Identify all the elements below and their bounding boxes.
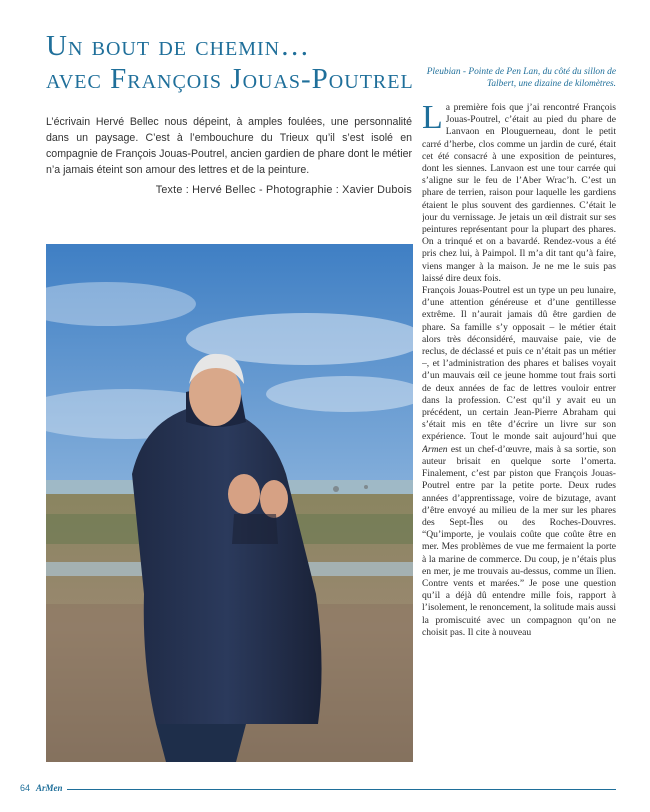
page-number: 64 (20, 783, 31, 793)
drop-cap: L (422, 102, 443, 136)
title-line-2: avec François Jouas-Poutrel (46, 63, 414, 95)
photo-caption: Pleubian - Pointe de Pen Lan, du côté du sillon de Talbert, une dizaine de kilomètres. (426, 67, 616, 89)
article-title (46, 30, 436, 96)
article-paragraph-1 (422, 102, 616, 285)
book-title: Armen (422, 443, 448, 455)
title-line-1: Un bout de chemin… (46, 30, 311, 62)
paragraph-1-text: a première fois que j’ai rencontré François Jouas-Poutrel, c’était au pied du phare de Lanvaon en Plouguerneau, dont le petit carré d’herbe, clos comme un jardin de curé, était cet été consacré à une exposition de peintures, dont les siennes. Lanvaon est une tour carrée qui s’aligne sur le feu de l’Aber Wrac’h. C’est un phare de terrien, raison pour laquelle les gardiens étaient le plus souvent des gardiennes. C’était le jour du vernissage. Je jetais un œil distrait sur ses peintures représentant pour la plupart des phares. On a trinqué et on a bavardé. Rendez-vous a été pris chez lui, à Paimpol. Il m’a dit tant qu’à faire, viens manger à la maison. Je ne me le suis pas laissé dire deux fois. (422, 102, 616, 284)
article-credit: Texte : Hervé Bellec - Photographie : Xavier Dubois (155, 184, 412, 196)
article-paragraph-2 (422, 285, 616, 639)
paragraph-2-text: François Jouas-Poutrel est un type un peu lunaire, d’une attention généreuse et d’une gentillesse extrême. Il n’aurait jamais dû être gardien de phare. Sa famille s’y opposait – le métier était alors très déconsidéré, mauvaise paie, vie de reclus, de déclassé et puis ce n’était pas un métier –, et l’administration des phares et balises voyait d’un mauvais œil ce jeune homme tout frais sorti de deux années de fac de lettres vouloir entrer dans la profession. C’est qu’il y avait eu un précédent, un certain Jean-Pierre Abraham qui s’était mis en tête d’écrire un livre sur son expérience. Tout le monde sait aujourd’hui que (422, 285, 616, 443)
article-intro: L’écrivain Hervé Bellec nous dépeint, à amples foulées, une personnalité dans un paysage. C’est à l’embouchure du Trieux qu’il s’est isolé en compagnie de François Jouas-Poutrel, ancien gardien de phare dont le métier n’a jamais éteint son amour des lettres et de la peinture. (46, 116, 412, 176)
magazine-name: ArMen (36, 783, 67, 793)
footer-rule (42, 789, 616, 790)
article-body (422, 102, 616, 784)
paragraph-2-rest: est un chef-d’œuvre, mais à sa sortie, son auteur brisait en quelque sorte l’omerta. Finalement, c’est par piston que François Jouas-Poutrel entre par la petite porte. Deux rudes années d’apprentissage, voire de bizutage, avant d’être envoyé au milieu de la mer sur les phares des Sept-Îles ou des Roches-Douvres. “Qu’importe, je voulais coûte que coûte être en mer. Mes problèmes de vue me fermaient la porte à la marine de commerce. Du coup, je n’étais plus en mer, je me trouvais au-dessus, comme un îlien. Contre vents et marées.” Je pose une question qu’il a déjà dû entendre mille fois, rapport à l’isolement, le renoncement, la solitude mais aussi la promiscuité avec un compagnon qu’on ne choisit pas. Il cite à nouveau (422, 443, 616, 638)
portrait-photo (46, 244, 413, 762)
page-footer (0, 783, 650, 797)
